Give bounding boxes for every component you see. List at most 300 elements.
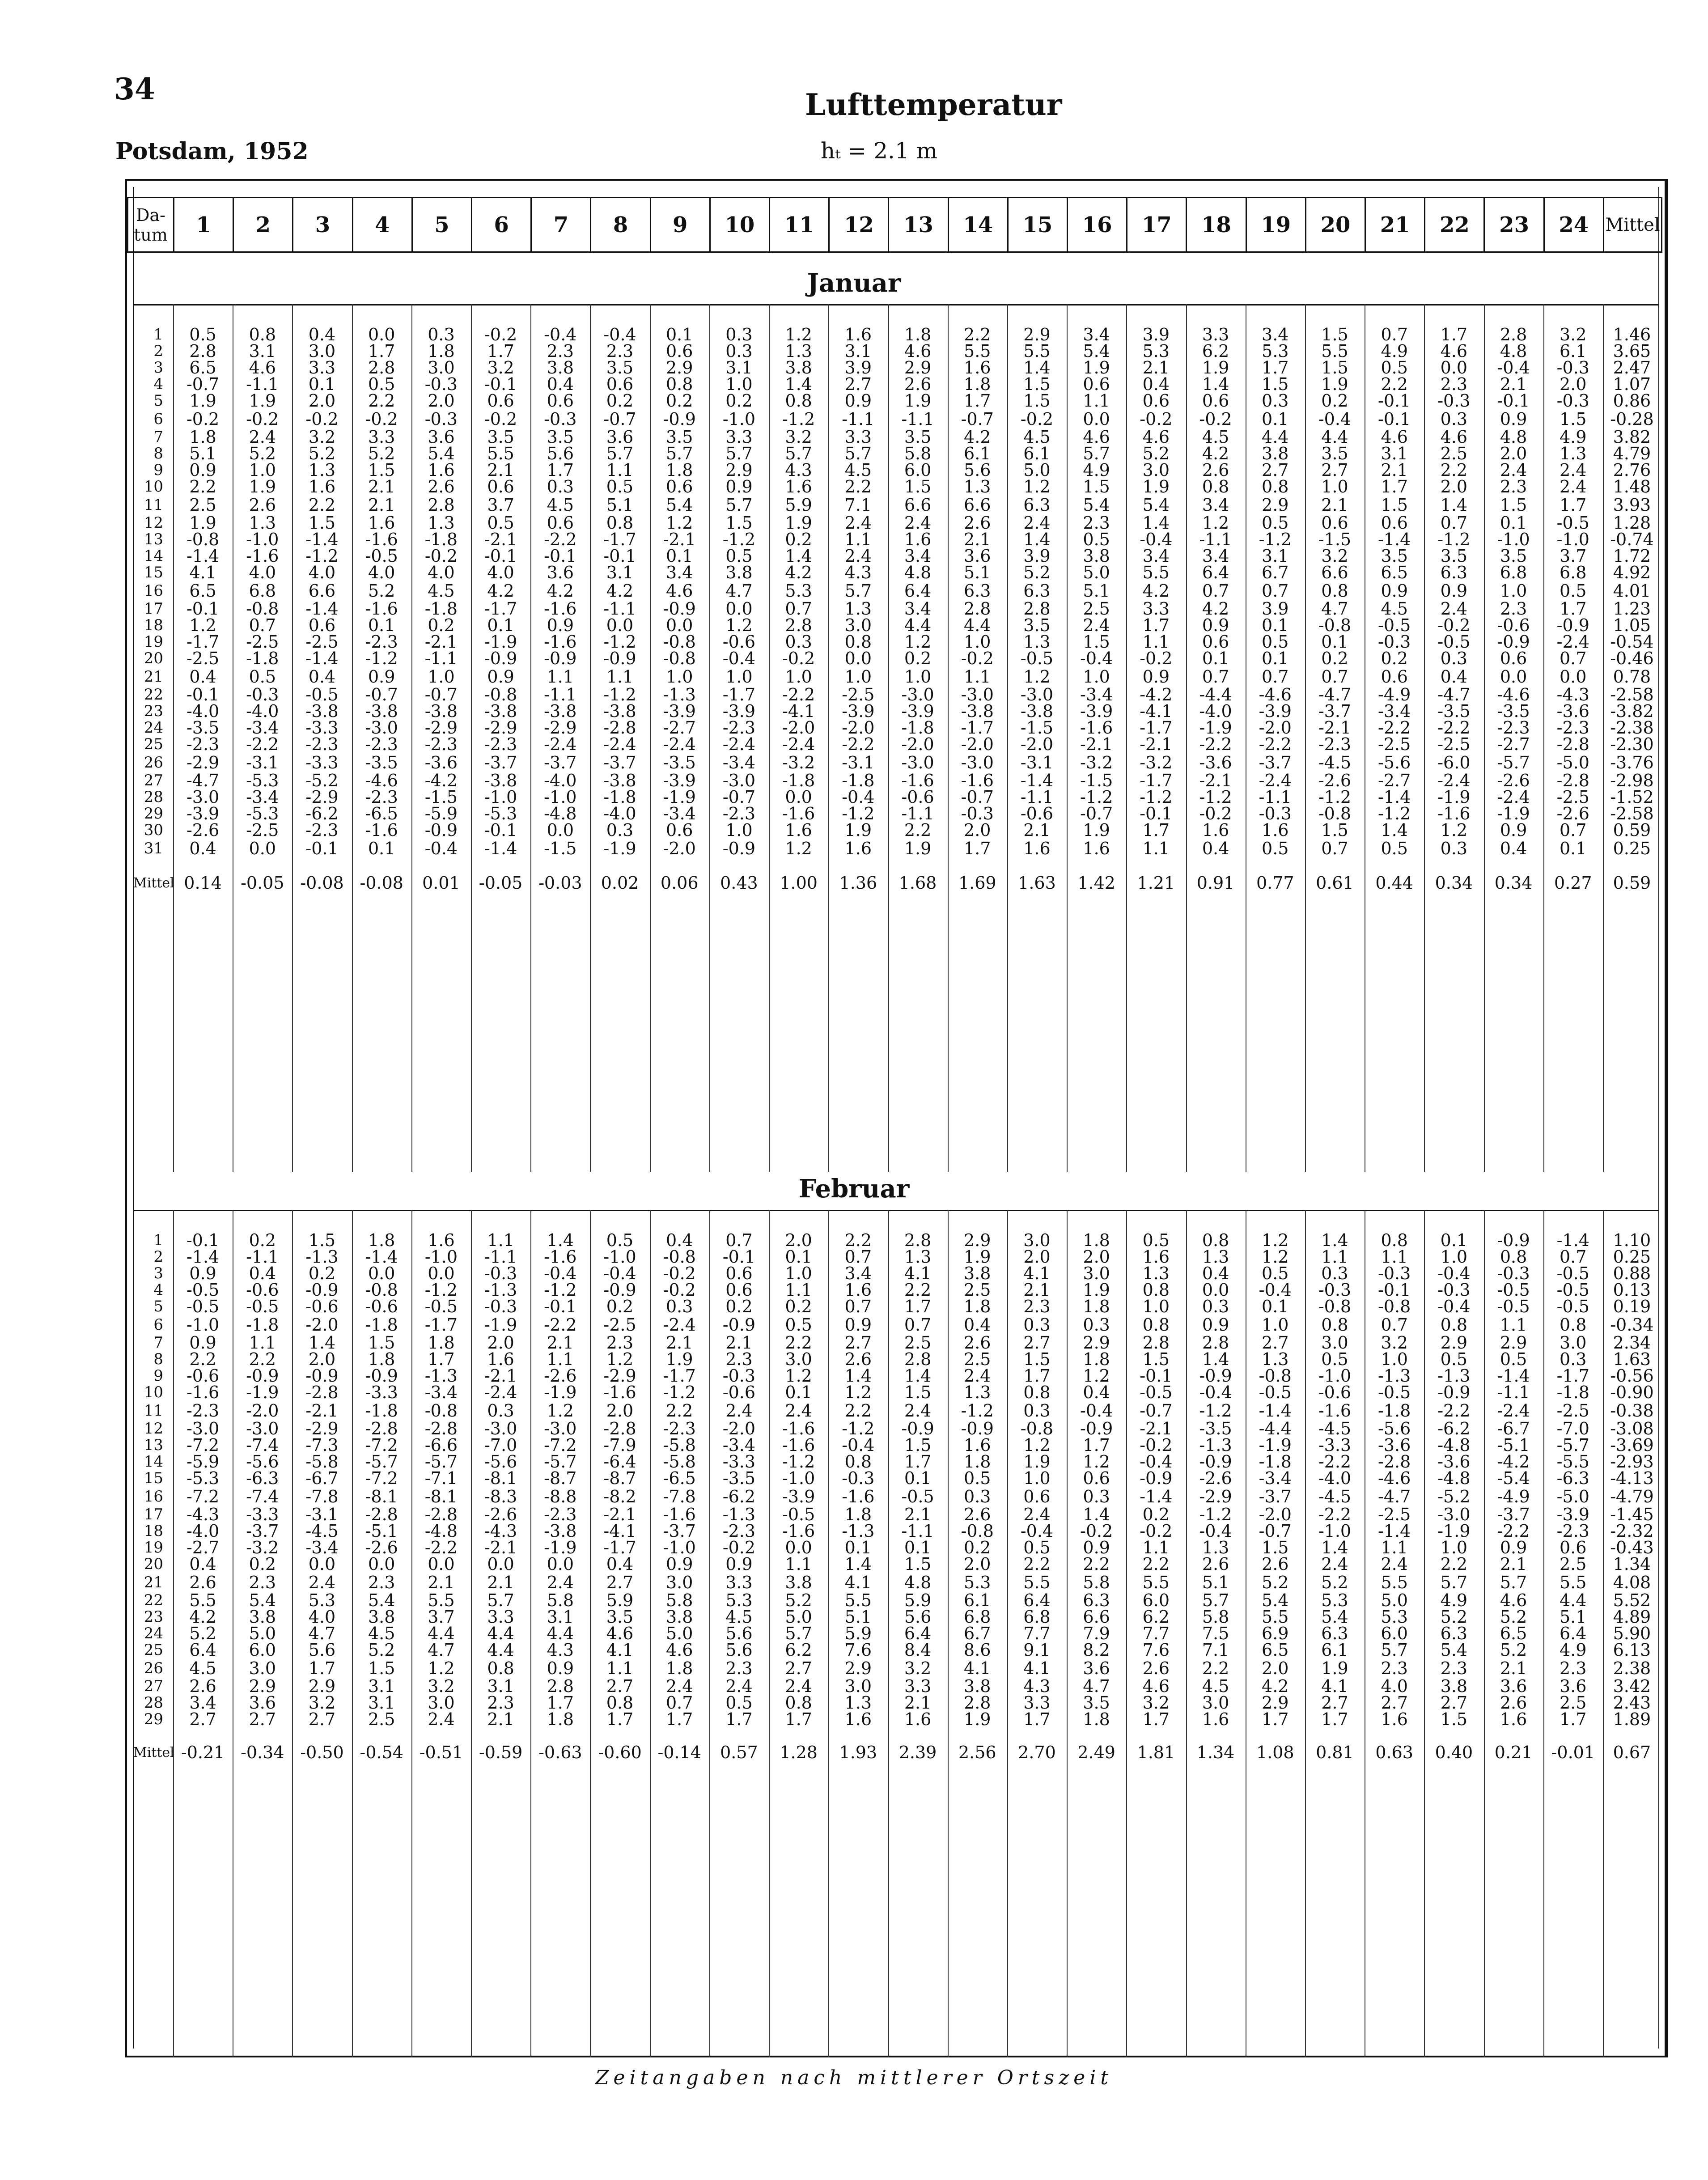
value-cell: -2.8 (424, 1505, 458, 1524)
hour-mean-cell: 1.69 (958, 873, 996, 893)
header-hour: 17 (1127, 198, 1187, 252)
value-cell: 0.2 (249, 1554, 276, 1574)
value-cell: 1.8 (189, 427, 216, 447)
value-cell: -2.1 (1140, 734, 1173, 754)
value-cell: 0.8 (785, 1693, 812, 1713)
value-cell: 3.9 (1262, 599, 1289, 619)
value-cell: 3.9 (1023, 546, 1051, 566)
mean-cell: 1.89 (1613, 1709, 1651, 1729)
value-cell: -1.0 (246, 530, 279, 549)
value-cell: 0.6 (1202, 632, 1229, 652)
value-cell: 2.4 (725, 1676, 753, 1696)
value-cell: -0.8 (663, 1247, 696, 1267)
value-cell: 2.1 (904, 1693, 932, 1713)
value-cell: -0.2 (1199, 409, 1232, 429)
value-cell: -6.0 (1437, 752, 1471, 772)
value-cell: -3.8 (424, 701, 458, 721)
value-cell: -1.4 (1259, 1400, 1292, 1421)
value-cell: 5.2 (785, 1590, 812, 1610)
value-cell: 3.0 (308, 341, 336, 361)
value-cell: -1.2 (663, 1383, 696, 1402)
value-cell: -1.1 (484, 1247, 517, 1267)
value-cell: 0.4 (964, 1315, 991, 1335)
value-cell: -5.7 (1556, 1435, 1589, 1455)
value-cell: -2.8 (365, 1505, 398, 1524)
value-cell: 1.8 (368, 1349, 395, 1369)
value-cell: 2.2 (308, 495, 336, 515)
value-cell: 2.9 (725, 460, 753, 480)
value-cell: -2.2 (246, 734, 279, 754)
value-cell: 5.2 (1142, 444, 1170, 463)
value-cell: 0.3 (666, 1297, 693, 1316)
value-cell: -2.6 (484, 1505, 517, 1524)
table-row (127, 360, 1661, 376)
mean-cell: 1.10 (1613, 1230, 1651, 1250)
value-cell: 1.2 (606, 1349, 634, 1369)
table-row (127, 789, 1661, 806)
value-cell: 0.4 (547, 374, 574, 394)
value-cell: 2.4 (666, 1676, 693, 1696)
value-cell: -0.1 (1497, 391, 1530, 411)
mean-cell: -0.46 (1610, 649, 1654, 668)
day-cell: 13 (144, 1436, 163, 1454)
value-cell: -1.6 (1318, 1400, 1352, 1421)
mean-cell: -0.43 (1610, 1538, 1654, 1557)
value-cell: 0.2 (725, 391, 753, 411)
column-divider (471, 1210, 472, 2057)
value-cell: 1.3 (428, 513, 455, 533)
day-cell: 2 (153, 1248, 163, 1266)
value-cell: -3.5 (1199, 1419, 1232, 1438)
value-cell: 0.8 (1202, 1230, 1229, 1250)
value-cell: 0.2 (1381, 649, 1408, 668)
value-cell: 4.0 (487, 563, 514, 582)
day-cell: 12 (144, 1420, 163, 1438)
value-cell: -0.3 (961, 804, 994, 823)
table-row (127, 1658, 1661, 1678)
value-cell: 1.4 (1202, 374, 1229, 394)
value-cell: 4.5 (368, 1624, 395, 1643)
value-cell: -1.9 (544, 1538, 577, 1557)
value-cell: -3.8 (603, 701, 636, 721)
value-cell: -2.2 (1259, 734, 1292, 754)
value-cell: -2.6 (1318, 771, 1352, 790)
value-cell: 2.2 (904, 820, 932, 840)
value-cell: -1.7 (603, 1538, 636, 1557)
value-cell: 1.5 (368, 1333, 395, 1353)
value-cell: 1.6 (1202, 1709, 1229, 1729)
day-cell: 20 (144, 649, 163, 667)
value-cell: 1.0 (964, 632, 991, 652)
mean-cell: 1.07 (1613, 374, 1651, 394)
value-cell: -1.6 (901, 771, 934, 790)
value-cell: 0.9 (1142, 666, 1170, 687)
value-cell: -3.3 (305, 752, 339, 772)
value-cell: 4.9 (1560, 427, 1587, 447)
value-cell: -2.2 (1437, 1400, 1471, 1421)
value-cell: 4.1 (964, 1658, 991, 1678)
value-cell: 0.4 (606, 1554, 634, 1574)
value-cell: -1.8 (842, 771, 875, 790)
value-cell: -0.5 (901, 1486, 934, 1506)
value-cell: 5.6 (904, 1607, 932, 1627)
value-cell: -8.1 (424, 1486, 458, 1506)
value-cell: -2.5 (305, 632, 339, 652)
value-cell: 1.0 (1381, 1349, 1408, 1369)
day-cell: 22 (144, 686, 163, 704)
value-cell: -1.1 (1199, 530, 1232, 549)
value-cell: 2.3 (1083, 513, 1110, 533)
value-cell: -3.4 (305, 1538, 339, 1557)
value-cell: 1.1 (1142, 838, 1170, 858)
value-cell: -3.8 (1020, 701, 1054, 721)
value-cell: 1.3 (1023, 632, 1051, 652)
column-divider (1424, 304, 1425, 1172)
table-row (127, 327, 1661, 343)
value-cell: 6.6 (1083, 1607, 1110, 1627)
value-cell: 0.1 (1202, 649, 1229, 668)
value-cell: -3.4 (722, 752, 756, 772)
value-cell: -3.0 (246, 1419, 279, 1438)
value-cell: -4.6 (365, 771, 398, 790)
value-cell: -0.2 (722, 1538, 756, 1557)
value-cell: -3.8 (305, 701, 339, 721)
value-cell: 0.0 (844, 649, 872, 668)
mean-cell: 0.13 (1613, 1280, 1651, 1300)
value-cell: -1.9 (1259, 1435, 1292, 1455)
value-cell: -3.0 (484, 1419, 517, 1438)
value-cell: 1.2 (725, 615, 753, 635)
value-cell: 2.6 (1202, 1554, 1229, 1574)
value-cell: -1.1 (901, 1521, 934, 1541)
value-cell: 1.1 (547, 666, 574, 687)
value-cell: 0.6 (1381, 513, 1408, 533)
value-cell: -5.6 (1378, 752, 1411, 772)
value-cell: 1.7 (964, 838, 991, 858)
value-cell: -1.6 (782, 1521, 815, 1541)
table-row (127, 634, 1661, 650)
value-cell: 2.5 (964, 1280, 991, 1300)
value-cell: -1.3 (424, 1366, 458, 1386)
value-cell: 1.5 (1560, 409, 1587, 429)
value-cell: -3.4 (246, 787, 279, 807)
value-cell: -3.3 (305, 718, 339, 738)
value-cell: 3.1 (547, 1607, 574, 1627)
value-cell: -3.7 (1318, 701, 1352, 721)
value-cell: 4.2 (1262, 1676, 1289, 1696)
value-cell: 5.5 (964, 341, 991, 361)
value-cell: 1.8 (428, 341, 455, 361)
value-cell: 6.1 (1023, 444, 1051, 463)
value-cell: 0.2 (1142, 1505, 1170, 1524)
column-divider (173, 304, 174, 1172)
value-cell: -5.7 (365, 1452, 398, 1472)
value-cell: 1.6 (1142, 1247, 1170, 1267)
value-cell: 0.8 (844, 632, 872, 652)
value-cell: -5.8 (663, 1452, 696, 1472)
footer-note: Zeitangaben nach mittlerer Ortszeit (595, 2066, 1113, 2089)
value-cell: 5.0 (785, 1607, 812, 1627)
value-cell: -0.1 (1378, 1280, 1411, 1300)
value-cell: 3.4 (1202, 495, 1229, 515)
value-cell: 0.8 (785, 391, 812, 411)
value-cell: 0.3 (725, 325, 753, 344)
value-cell: 5.5 (1321, 341, 1348, 361)
value-cell: 2.1 (1023, 1280, 1051, 1300)
value-cell: 1.4 (547, 1230, 574, 1250)
value-cell: 0.9 (1083, 1538, 1110, 1557)
mean-cell: 3.82 (1613, 427, 1651, 447)
value-cell: 1.7 (1321, 1709, 1348, 1729)
value-cell: -3.6 (1437, 1452, 1471, 1472)
value-cell: 2.5 (1083, 599, 1110, 619)
header-hour: 2 (233, 198, 293, 252)
value-cell: -1.6 (1080, 718, 1113, 738)
value-cell: 1.9 (1142, 477, 1170, 496)
value-cell: 0.6 (666, 477, 693, 496)
value-cell: 4.2 (189, 1607, 216, 1627)
value-cell: 0.1 (1262, 1297, 1289, 1316)
value-cell: 0.6 (1321, 513, 1348, 533)
value-cell: 1.5 (1023, 374, 1051, 394)
value-cell: -0.1 (544, 546, 577, 566)
hour-mean-cell: 0.02 (601, 873, 639, 893)
value-cell: 0.4 (249, 1264, 276, 1283)
value-cell: -0.9 (544, 649, 577, 668)
column-divider (948, 304, 949, 1172)
mean-cell: 0.86 (1613, 391, 1651, 411)
value-cell: -3.5 (1497, 701, 1530, 721)
value-cell: -2.0 (663, 838, 696, 858)
value-cell: 1.4 (308, 1333, 336, 1353)
day-cell: 31 (144, 839, 163, 857)
value-cell: 1.4 (904, 1366, 932, 1386)
value-cell: -2.3 (186, 1400, 220, 1421)
value-cell: 0.2 (428, 615, 455, 635)
value-cell: 0.4 (189, 666, 216, 687)
value-cell: 1.4 (785, 546, 812, 566)
table-row (127, 1315, 1661, 1335)
value-cell: -2.5 (246, 632, 279, 652)
value-cell: 6.3 (1023, 495, 1051, 515)
value-cell: -3.5 (186, 718, 220, 738)
day-cell: 7 (153, 1334, 163, 1352)
value-cell: 5.6 (725, 1640, 753, 1660)
value-cell: 1.2 (428, 1658, 455, 1678)
value-cell: 6.1 (964, 444, 991, 463)
value-cell: 4.5 (844, 460, 872, 480)
value-cell: 2.0 (308, 1349, 336, 1369)
value-cell: -7.8 (663, 1486, 696, 1506)
value-cell: -1.3 (722, 1505, 756, 1524)
value-cell: 0.1 (308, 374, 336, 394)
value-cell: -0.7 (424, 685, 458, 704)
value-cell: 5.8 (547, 1590, 574, 1610)
value-cell: -5.9 (424, 804, 458, 823)
value-cell: 2.2 (1202, 1658, 1229, 1678)
value-cell: 0.8 (249, 325, 276, 344)
value-cell: 0.0 (428, 1554, 455, 1574)
value-cell: 3.6 (964, 546, 991, 566)
mean-cell: -0.28 (1610, 409, 1654, 429)
value-cell: -8.8 (544, 1486, 577, 1506)
value-cell: 5.5 (1142, 563, 1170, 582)
value-cell: -1.4 (305, 599, 339, 619)
value-cell: 5.0 (1381, 1590, 1408, 1610)
value-cell: 3.0 (1560, 1333, 1587, 1353)
value-cell: 4.1 (1321, 1676, 1348, 1696)
hour-mean-cell: 1.81 (1137, 1742, 1175, 1762)
value-cell: 0.6 (1560, 1538, 1587, 1557)
value-cell: 0.0 (547, 1554, 574, 1574)
day-cell: 23 (144, 702, 163, 720)
value-cell: 3.6 (1083, 1658, 1110, 1678)
table-row (127, 429, 1661, 445)
hour-mean-cell: 2.70 (1018, 1742, 1056, 1762)
value-cell: 2.7 (1262, 460, 1289, 480)
value-cell: 4.8 (904, 563, 932, 582)
value-cell: 1.1 (606, 460, 634, 480)
value-cell: 5.3 (1142, 341, 1170, 361)
day-cell: 3 (153, 1264, 163, 1282)
value-cell: 0.5 (725, 546, 753, 566)
value-cell: 3.1 (368, 1676, 395, 1696)
value-cell: 2.2 (844, 1400, 872, 1421)
mean-cell: 0.78 (1613, 666, 1651, 687)
value-cell: 1.1 (547, 1349, 574, 1369)
value-cell: 4.4 (904, 615, 932, 635)
value-cell: 4.5 (1202, 1676, 1229, 1696)
column-divider (1186, 1210, 1187, 2057)
mean-cell: 0.88 (1613, 1264, 1651, 1283)
value-cell: 3.9 (844, 358, 872, 377)
column-divider (888, 1210, 889, 2057)
value-cell: 0.9 (189, 1264, 216, 1283)
value-cell: -2.4 (722, 734, 756, 754)
value-cell: 2.5 (368, 1709, 395, 1729)
value-cell: -3.5 (365, 752, 398, 772)
value-cell: 2.7 (189, 1709, 216, 1729)
value-cell: -0.9 (901, 1419, 934, 1438)
value-cell: -0.4 (722, 649, 756, 668)
value-cell: 0.6 (1083, 374, 1110, 394)
value-cell: 6.5 (1262, 1640, 1289, 1660)
value-cell: -4.1 (782, 701, 815, 721)
value-cell: 0.7 (666, 1693, 693, 1713)
day-cell: 4 (153, 375, 163, 393)
value-cell: 2.1 (904, 1505, 932, 1524)
table-row (127, 1249, 1661, 1265)
value-cell: 3.1 (487, 1676, 514, 1696)
header-hour: 7 (531, 198, 591, 252)
value-cell: 2.9 (964, 1230, 991, 1250)
value-cell: 2.9 (308, 1676, 336, 1696)
value-cell: 2.2 (1023, 1554, 1051, 1574)
value-cell: 3.3 (368, 427, 395, 447)
value-cell: -2.6 (365, 1538, 398, 1557)
table-row (127, 753, 1661, 772)
value-cell: 3.0 (666, 1572, 693, 1592)
value-cell: 1.1 (249, 1333, 276, 1353)
value-cell: 2.8 (1202, 1333, 1229, 1353)
value-cell: -0.5 (1020, 649, 1054, 668)
value-cell: 1.4 (1023, 530, 1051, 549)
value-cell: 1.6 (844, 838, 872, 858)
value-cell: -2.1 (1318, 718, 1352, 738)
value-cell: -4.0 (246, 701, 279, 721)
value-cell: -1.2 (305, 546, 339, 566)
value-cell: 0.2 (1321, 649, 1348, 668)
value-cell: -1.6 (365, 820, 398, 840)
value-cell: 0.9 (189, 460, 216, 480)
day-cell: 27 (144, 1677, 163, 1695)
value-cell: 0.3 (1321, 1264, 1348, 1283)
value-cell: -5.9 (186, 1452, 220, 1472)
value-cell: -2.8 (1556, 734, 1589, 754)
value-cell: 1.2 (785, 1366, 812, 1386)
day-cell: 25 (144, 735, 163, 753)
value-cell: -1.6 (544, 632, 577, 652)
value-cell: 0.9 (547, 615, 574, 635)
value-cell: 2.4 (725, 1400, 753, 1421)
day-cell: 30 (144, 821, 163, 839)
value-cell: 0.4 (308, 325, 336, 344)
mean-cell: 0.19 (1613, 1297, 1651, 1316)
value-cell: 1.9 (1321, 1658, 1348, 1678)
value-cell: 1.2 (1262, 1230, 1289, 1250)
value-cell: -2.4 (1497, 1400, 1530, 1421)
value-cell: 5.4 (249, 1590, 276, 1610)
value-cell: 0.8 (666, 374, 693, 394)
value-cell: 0.7 (249, 615, 276, 635)
value-cell: 0.9 (1202, 615, 1229, 635)
table-row (127, 772, 1661, 789)
hour-mean-cell: 2.56 (958, 1742, 996, 1762)
table-row (127, 1401, 1661, 1421)
value-cell: 3.8 (785, 1572, 812, 1592)
table-row (127, 1592, 1661, 1609)
hour-mean-cell: -0.59 (479, 1742, 523, 1762)
value-cell: 4.3 (547, 1640, 574, 1660)
value-cell: 0.4 (1500, 838, 1527, 858)
value-cell: -0.5 (186, 1280, 220, 1300)
value-cell: 0.8 (1262, 477, 1289, 496)
value-cell: 2.4 (1381, 1554, 1408, 1574)
value-cell: -2.4 (1556, 632, 1589, 652)
day-cell: 2 (153, 342, 163, 360)
value-cell: -3.8 (365, 701, 398, 721)
value-cell: 6.8 (249, 581, 276, 601)
mean-cell: 5.52 (1613, 1590, 1651, 1610)
value-cell: 0.4 (1142, 374, 1170, 394)
table-row (127, 1282, 1661, 1298)
value-cell: 1.9 (1321, 374, 1348, 394)
value-cell: -5.7 (1497, 752, 1530, 772)
value-cell: -2.4 (1259, 771, 1292, 790)
value-cell: -7.0 (1556, 1419, 1589, 1438)
mean-cell: -0.90 (1610, 1383, 1654, 1402)
value-cell: 1.7 (368, 341, 395, 361)
table-row (127, 1540, 1661, 1556)
value-cell: -1.7 (961, 718, 994, 738)
value-cell: 2.8 (1142, 1333, 1170, 1353)
value-cell: -0.4 (1140, 1452, 1173, 1472)
value-cell: 2.8 (547, 1676, 574, 1696)
value-cell: 4.2 (487, 581, 514, 601)
value-cell: -2.3 (1497, 718, 1530, 738)
value-cell: 1.1 (1142, 1538, 1170, 1557)
value-cell: -1.7 (1556, 1366, 1589, 1386)
